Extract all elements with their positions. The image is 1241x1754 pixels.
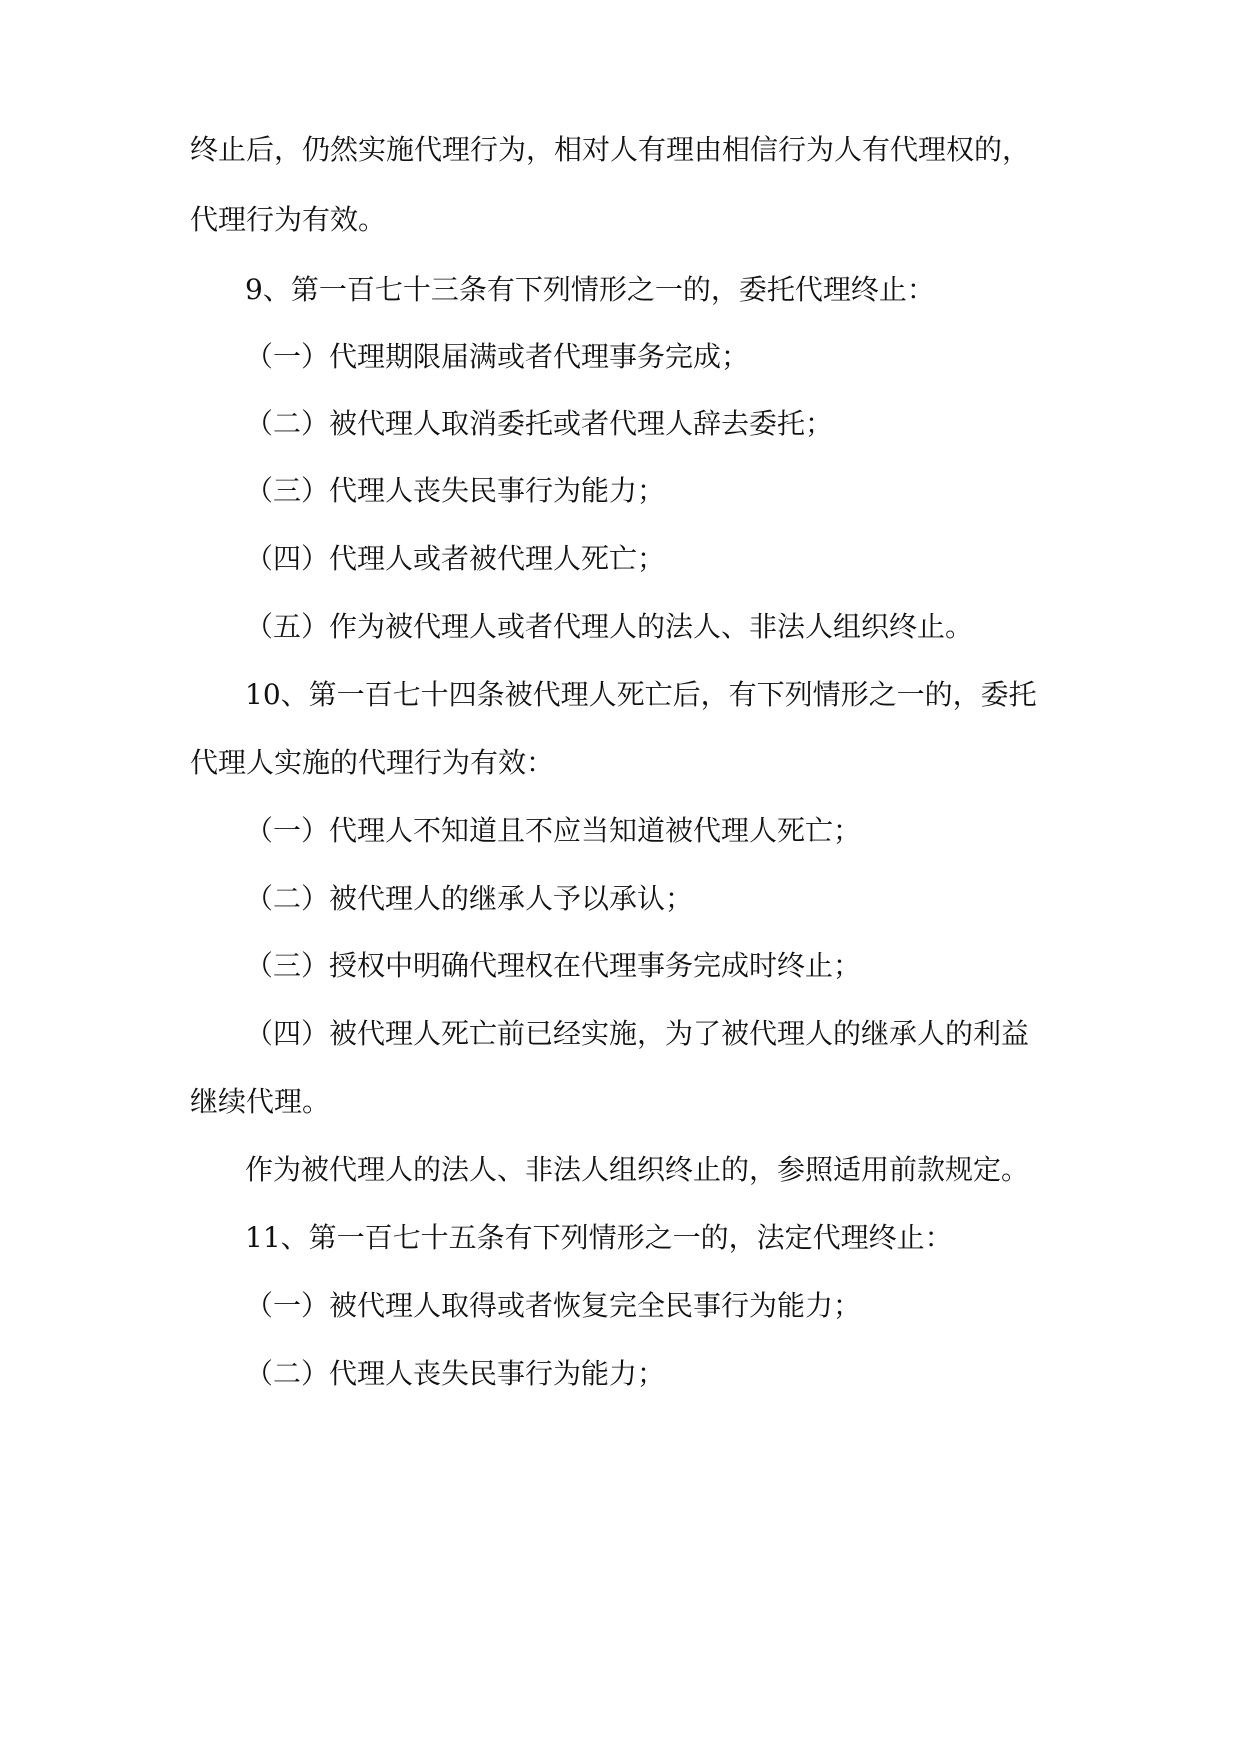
text-line: 9、第一百七十三条有下列情形之一的，委托代理终止：: [245, 273, 935, 306]
text-line: （四）代理人或者被代理人死亡；: [245, 542, 666, 575]
text-line: 10、第一百七十四条被代理人死亡后，有下列情形之一的，委托: [245, 678, 1037, 711]
text-line: 作为被代理人的法人、非法人组织终止的，参照适用前款规定。: [245, 1153, 1030, 1186]
text-line: 代理人实施的代理行为有效：: [190, 746, 555, 779]
text-line: （一）代理期限届满或者代理事务完成；: [245, 340, 750, 373]
text-line: （二）被代理人的继承人予以承认；: [245, 882, 694, 915]
text-line: 继续代理。: [190, 1085, 331, 1118]
text-line: （三）代理人丧失民事行为能力；: [245, 474, 666, 507]
text-line: 11、第一百七十五条有下列情形之一的，法定代理终止：: [245, 1221, 953, 1254]
text-line: （二）被代理人取消委托或者代理人辞去委托；: [245, 407, 834, 440]
text-line: 终止后，仍然实施代理行为，相对人有理由相信行为人有代理权的，: [190, 133, 1031, 166]
text-line: 代理行为有效。: [190, 203, 387, 236]
text-line: （四）被代理人死亡前已经实施，为了被代理人的继承人的利益: [245, 1017, 1030, 1050]
text-line: （二）代理人丧失民事行为能力；: [245, 1357, 666, 1390]
text-line: （一）代理人不知道且不应当知道被代理人死亡；: [245, 814, 862, 847]
text-line: （一）被代理人取得或者恢复完全民事行为能力；: [245, 1289, 862, 1322]
text-line: （三）授权中明确代理权在代理事务完成时终止；: [245, 949, 862, 982]
text-line: （五）作为被代理人或者代理人的法人、非法人组织终止。: [245, 610, 974, 643]
